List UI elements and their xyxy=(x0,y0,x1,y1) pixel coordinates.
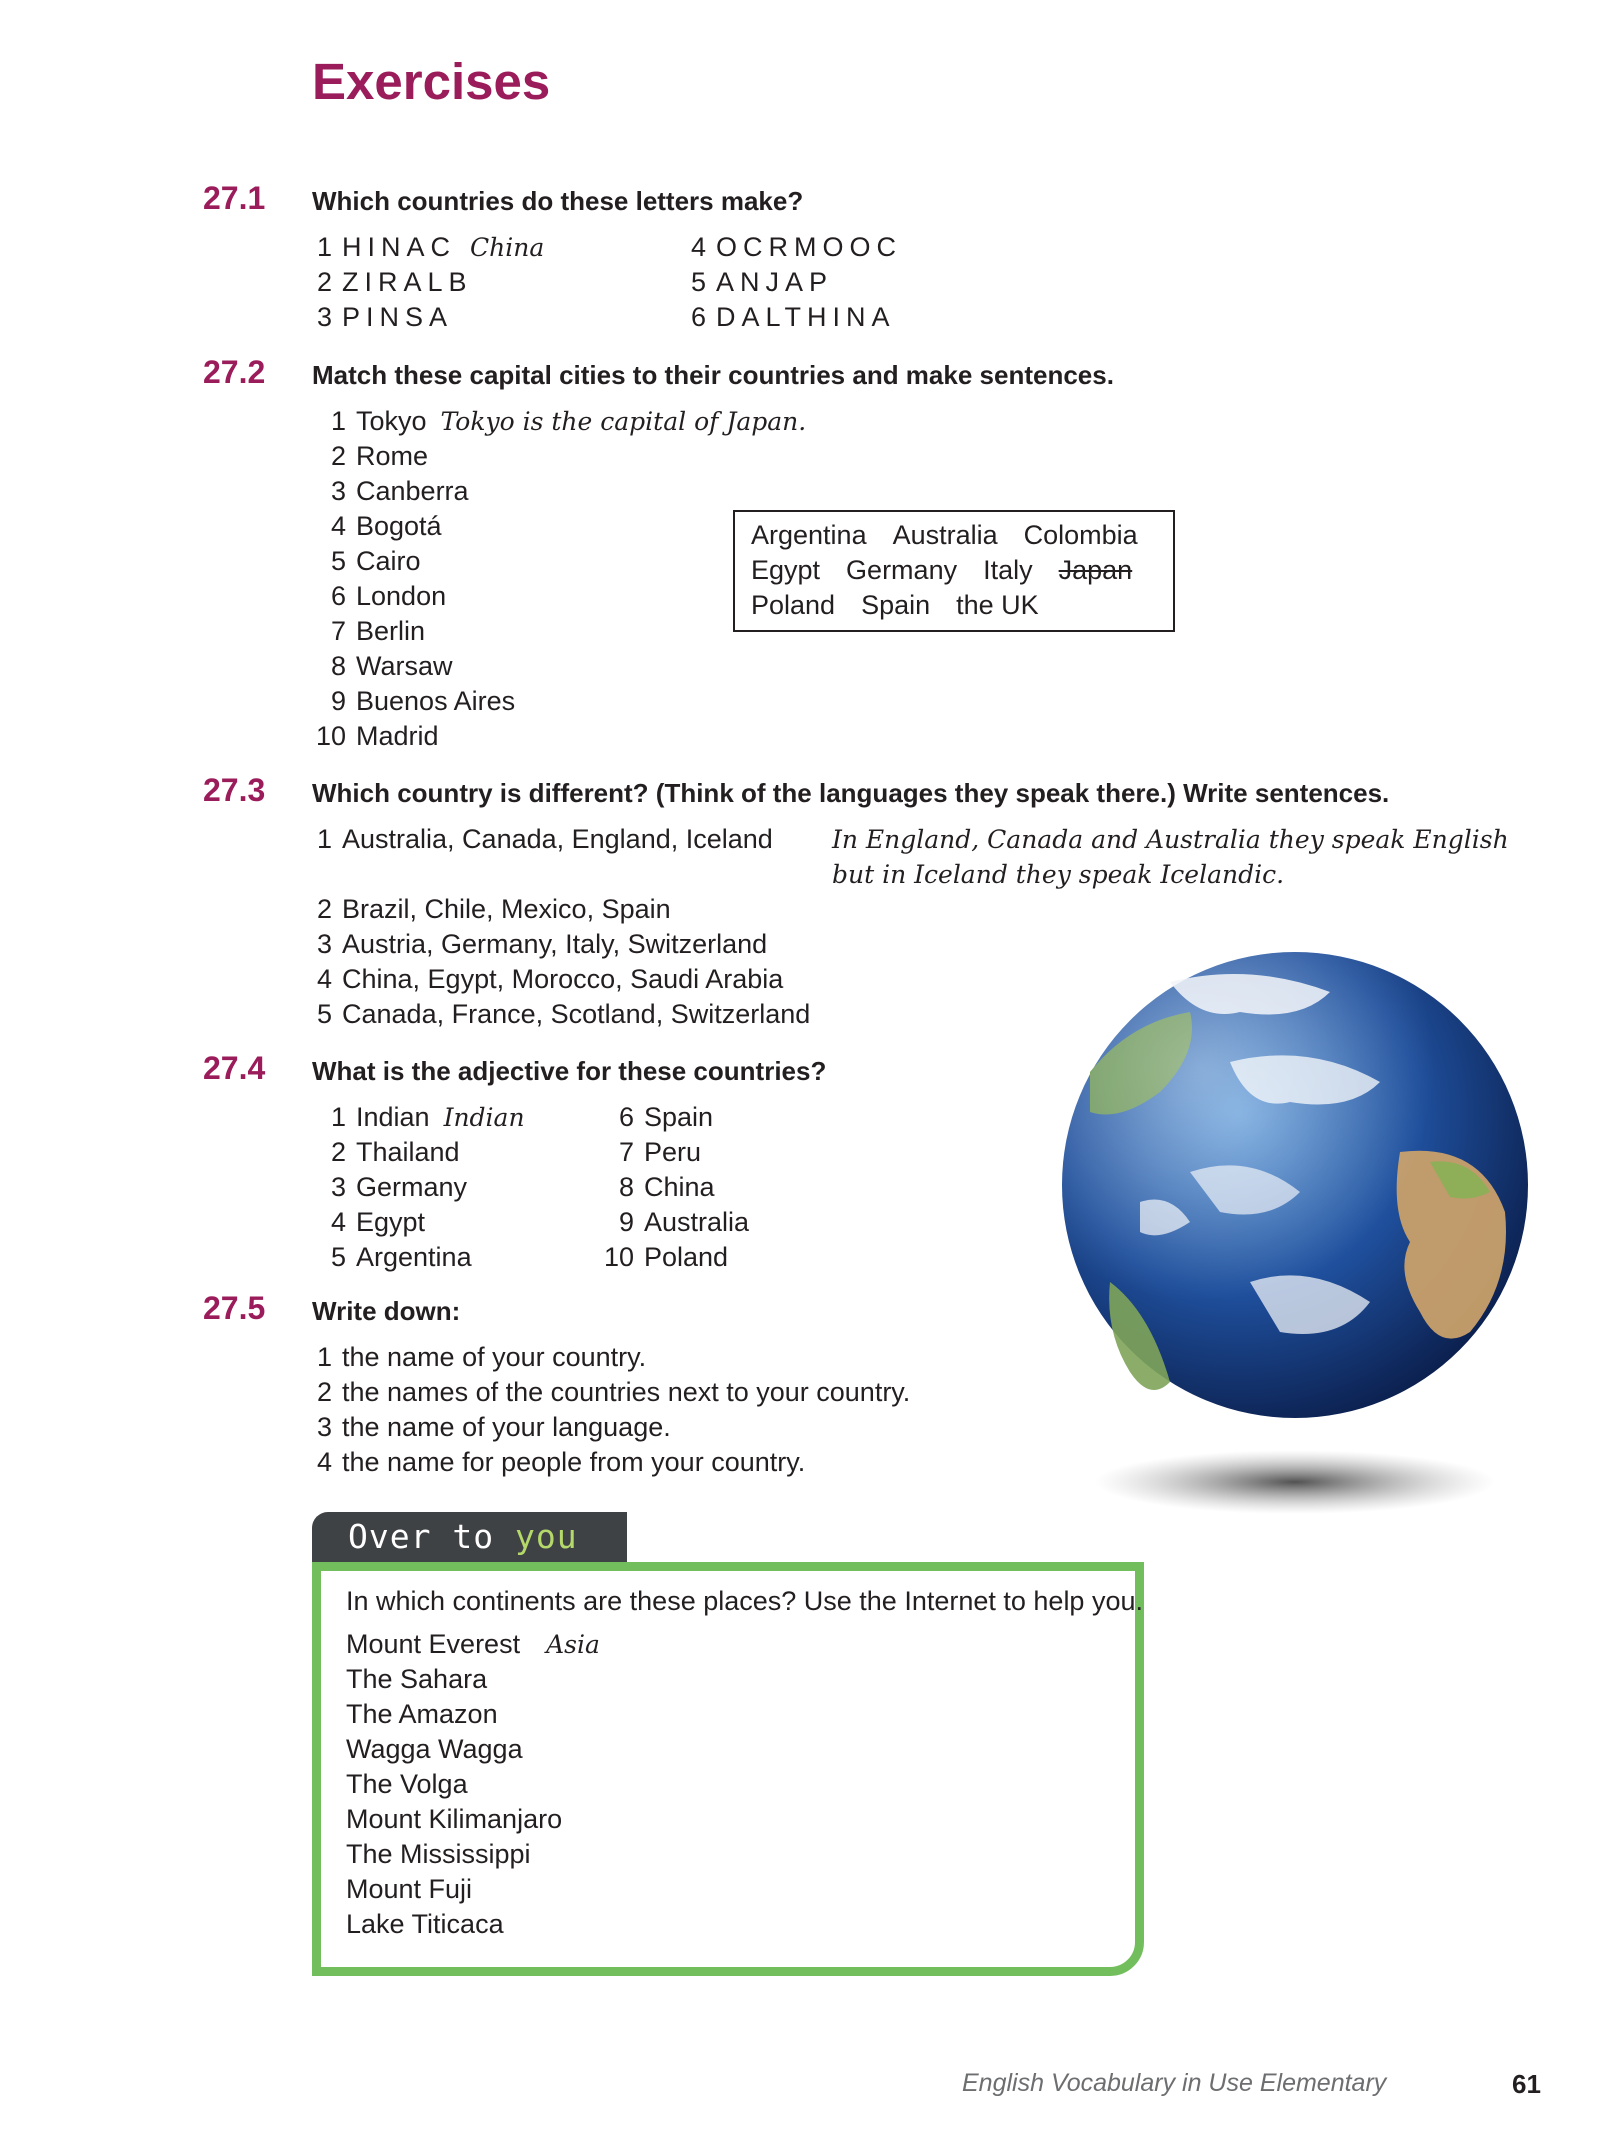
exercise-instruction-27-2: Match these capital cities to their countries and make sentences. xyxy=(312,360,1114,390)
list-item: Lake Titicaca xyxy=(346,1909,504,1939)
exercise-instruction-27-4: What is the adjective for these countries? xyxy=(312,1056,827,1086)
over-to-you-heading: Over to you xyxy=(312,1512,627,1562)
list-item: 10 Poland xyxy=(603,1242,729,1272)
handwritten-answer: Asia xyxy=(546,1630,600,1659)
word-box-row: Poland Spain the UK xyxy=(751,590,1039,620)
list-item: 2 Thailand xyxy=(330,1137,460,1167)
list-item: The Amazon xyxy=(346,1699,498,1729)
exercise-number-27-3: 27.3 xyxy=(203,772,266,808)
list-item: Mount Kilimanjaro xyxy=(346,1804,563,1834)
list-item: 9 Buenos Aires xyxy=(330,686,516,716)
list-item: 4 Bogotá xyxy=(330,511,442,541)
over-to-you-content xyxy=(346,1584,1143,1942)
list-item: 4 China, Egypt, Morocco, Saudi Arabia xyxy=(316,964,784,994)
exercise-27-1-left-list xyxy=(312,230,544,335)
list-item: Mount Fuji xyxy=(346,1874,473,1904)
list-item: 3 Austria, Germany, Italy, Switzerland xyxy=(316,929,768,959)
exercise-number-27-2: 27.2 xyxy=(203,354,266,390)
exercise-27-3-list xyxy=(312,822,810,1032)
over-to-you-instruction: In which continents are these places? Use the Internet to help you. xyxy=(346,1586,1143,1616)
earth-globe-image xyxy=(1050,952,1530,1522)
list-item: 2 Brazil, Chile, Mexico, Spain xyxy=(316,894,671,924)
page-number: 61 xyxy=(1512,2069,1541,2099)
list-item: 6 DALTHINA xyxy=(690,302,896,332)
exercise-number-27-1: 27.1 xyxy=(203,180,266,216)
list-item: 5 Canada, France, Scotland, Switzerland xyxy=(316,999,811,1029)
list-item: 7 Peru xyxy=(618,1137,702,1167)
list-item: 3 PINSA xyxy=(316,302,454,332)
list-item: 4 OCRMOOC xyxy=(690,232,902,262)
exercise-27-4-right-list xyxy=(600,1100,749,1275)
list-item: 4 the name for people from your country. xyxy=(316,1447,806,1477)
exercise-instruction-27-3: Which country is different? (Think of the languages they speak there.) Write sentences. xyxy=(312,778,1390,808)
list-item: 10 Madrid xyxy=(315,721,439,751)
list-item: 1 Australia, Canada, England, Iceland xyxy=(316,824,773,854)
list-item: 4 Egypt xyxy=(330,1207,426,1237)
page-title: Exercises xyxy=(312,53,551,110)
list-item: 7 Berlin xyxy=(330,616,426,646)
list-item: The Volga xyxy=(346,1769,468,1799)
country-word-box xyxy=(733,510,1175,632)
handwritten-answer: Tokyo is the capital of Japan. xyxy=(440,407,807,436)
exercise-27-3-answer xyxy=(832,822,1509,892)
list-item: 2 Rome xyxy=(330,441,429,471)
list-item: 6 Spain xyxy=(618,1102,714,1132)
handwritten-answer: but in Iceland they speak Icelandic. xyxy=(832,860,1285,889)
list-item: The Sahara xyxy=(346,1664,488,1694)
handwritten-answer: Indian xyxy=(443,1103,525,1132)
exercise-27-1-right-list xyxy=(686,230,902,335)
list-item: 8 Warsaw xyxy=(330,651,453,681)
list-item: 1 Tokyo Tokyo is the capital of Japan. xyxy=(330,406,807,436)
list-item: Mount Everest Asia xyxy=(346,1629,600,1659)
list-item: 5 Cairo xyxy=(330,546,421,576)
exercise-27-5-list xyxy=(312,1340,910,1480)
handwritten-answer: China xyxy=(470,233,545,262)
exercise-number-27-5: 27.5 xyxy=(203,1290,266,1326)
handwritten-answer: In England, Canada and Australia they speak English xyxy=(832,825,1509,854)
list-item: 9 Australia xyxy=(618,1207,750,1237)
list-item: 3 Canberra xyxy=(330,476,469,506)
list-item: 5 ANJAP xyxy=(690,267,834,297)
list-item: 6 London xyxy=(330,581,447,611)
list-item: 3 the name of your language. xyxy=(316,1412,671,1442)
list-item: 1 HINAC China xyxy=(316,232,545,262)
list-item: 1 the name of your country. xyxy=(316,1342,647,1372)
list-item: 1 Indian Indian xyxy=(330,1102,525,1132)
list-item: 8 China xyxy=(618,1172,715,1202)
list-item: The Mississippi xyxy=(346,1839,531,1869)
list-item: 2 ZIRALB xyxy=(316,267,473,297)
word-box-row: Argentina Australia Colombia xyxy=(751,520,1138,550)
crossed-out-word: Japan xyxy=(1058,555,1133,585)
footer-book-title: English Vocabulary in Use Elementary xyxy=(962,2069,1387,2097)
exercise-instruction-27-5: Write down: xyxy=(312,1296,461,1326)
exercise-27-4-left-list xyxy=(312,1100,525,1275)
exercise-number-27-4: 27.4 xyxy=(203,1050,266,1086)
word-box-row: Egypt Germany Italy Japan xyxy=(751,555,1133,585)
list-item: 5 Argentina xyxy=(330,1242,472,1272)
list-item: Wagga Wagga xyxy=(346,1734,523,1764)
list-item: 2 the names of the countries next to your country. xyxy=(316,1377,911,1407)
list-item: 3 Germany xyxy=(330,1172,468,1202)
exercise-instruction-27-1: Which countries do these letters make? xyxy=(312,186,804,216)
